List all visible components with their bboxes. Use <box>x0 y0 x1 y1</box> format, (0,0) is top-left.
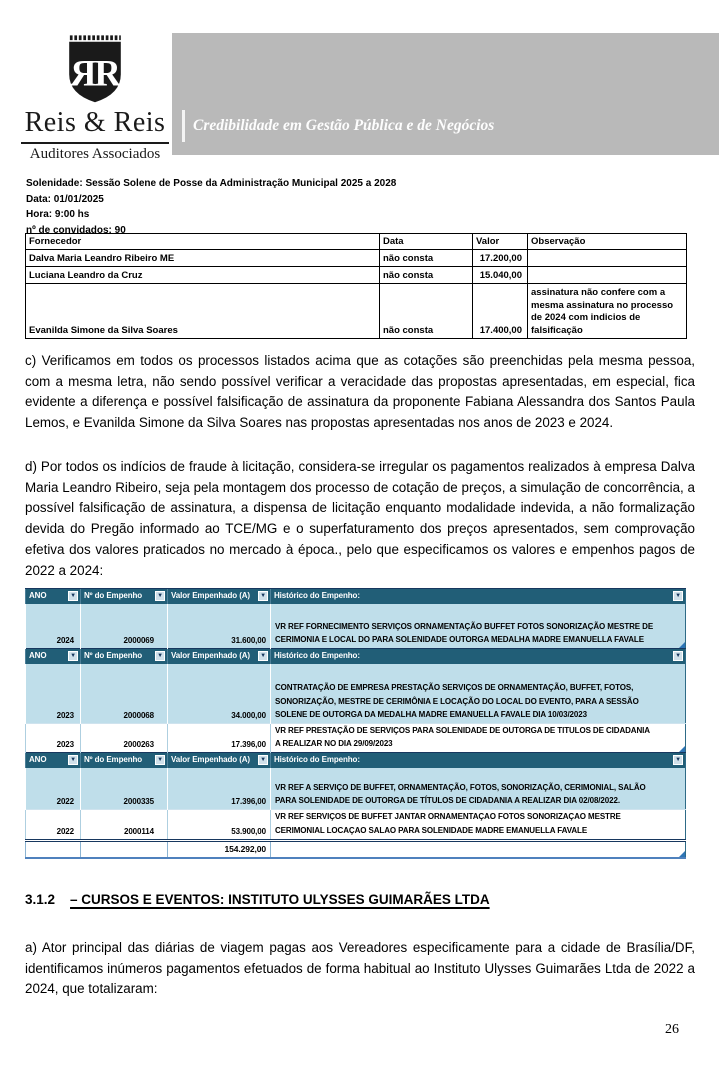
column-header-valor-empenhado: ▼ Valor Empenhado (A) <box>168 589 271 604</box>
cell-ano: 2022 <box>26 810 81 840</box>
suppliers-table <box>25 233 687 339</box>
filter-dropdown-icon[interactable]: ▼ <box>673 591 683 601</box>
section-heading <box>25 892 490 907</box>
cell-observacao: assinatura não confere com a mesma assinatura no processo de 2024 com indicios de falsificação <box>528 284 687 339</box>
cell-data: não consta <box>380 284 473 339</box>
event-data: Data: 01/01/2025 <box>26 193 104 205</box>
filter-dropdown-icon[interactable]: ▼ <box>673 651 683 661</box>
cell-empty <box>26 840 81 858</box>
company-logo <box>21 35 169 163</box>
cell-empty <box>81 840 168 858</box>
column-header-historico: ▼ Histórico do Empenho: <box>271 753 686 768</box>
cell-numero: 2000068 <box>81 664 168 724</box>
column-header-valor: Valor <box>473 234 528 250</box>
page-number: 26 <box>665 1022 679 1037</box>
filter-dropdown-icon[interactable]: ▼ <box>155 755 165 765</box>
company-subtitle: Auditores Associados <box>29 146 161 162</box>
cell-valor: 34.000,00 <box>168 664 271 724</box>
event-solenidade: Solenidade: Sessão Solene de Posse da Administração Municipal 2025 a 2028 <box>26 178 397 189</box>
cell-historico: VR REF A SERVIÇO DE BUFFET, ORNAMENTAÇÃO, FOTOS, SONORIZAÇÃO, CERIMONIAL, SALÃO PARA SOLENIDADE DE OUTORGA DE TÍTULOS DE CIDADANIA A REALIZAR DIA 02/08/2022. <box>271 768 686 810</box>
cell-fornecedor: Dalva Maria Leandro Ribeiro ME <box>26 250 380 267</box>
paragraph-d: d) Por todos os indícios de fraude à licitação, considera-se irregular os pagamentos realizados à empresa Dalva Maria Leandro Ribeiro, seja pela montagem dos processo de cotação de preços, a simulação de concorrência, a possível falsificação de assinatura, a dispensa de licitação enquanto modalidade indevida, a não formalização devida do Pregão informado ao TCE/MG e o superfaturamento dos preços apresentados, sem comprovação efetiva dos valores praticados no mercado à época., pelo que especificamos os valores e empenhos pagos de 2022 a 2024: <box>25 459 695 578</box>
cell-ano: 2023 <box>26 724 81 753</box>
event-info <box>26 176 396 238</box>
range-corner-handle <box>679 642 685 648</box>
cell-valor: 53.900,00 <box>168 810 271 840</box>
logo-monogram-right: R <box>94 52 121 94</box>
table-row <box>26 284 687 339</box>
filter-dropdown-icon[interactable]: ▼ <box>68 755 78 765</box>
cell-valor: 31.600,00 <box>168 604 271 649</box>
paragraph-c: c) Verificamos em todos os processos listados acima que as cotações são preenchidas pela mesma pessoa, com a mesma letra, não sendo possível verificar a veracidade das propostas apresentadas, em especial, fica evidente a diferença e possível falsificação de assinatura da proponente Fabiana Alessandra dos Santos Paula Lemos, e Evanilda Simone da Silva Soares nas propostas apresentadas nos anos de 2023 e 2024. <box>25 353 695 431</box>
empenho-row <box>26 768 686 810</box>
empenho-row <box>26 664 686 724</box>
cell-data: não consta <box>380 250 473 267</box>
cell-empty <box>271 840 686 858</box>
cell-historico: VR REF SERVIÇOS DE BUFFET JANTAR ORNAMENTAÇAO FOTOS SONORIZAÇAO MESTRE CERIMONIAL LOCAÇAO SALAO PARA SOLENIDADE MADRE EMANUELLA FAVALE <box>271 810 686 840</box>
cell-historico: VR REF PRESTAÇÃO DE SERVIÇOS PARA SOLENIDADE DE OUTORGA DE TITULOS DE CIDADANIA A REALIZAR NO DIA 29/09/2023 <box>271 724 686 753</box>
column-header-numero-empenho: ▼ Nº do Empenho <box>81 589 168 604</box>
range-corner-handle <box>679 746 685 752</box>
filter-dropdown-icon[interactable]: ▼ <box>155 591 165 601</box>
cell-valor: 17.200,00 <box>473 250 528 267</box>
cell-observacao <box>528 267 687 284</box>
cell-ano: 2023 <box>26 664 81 724</box>
filter-dropdown-icon[interactable]: ▼ <box>68 651 78 661</box>
cell-ano: 2024 <box>26 604 81 649</box>
total-value: 154.292,00 <box>168 840 271 858</box>
cell-historico: VR REF FORNECIMENTO SERVIÇOS ORNAMENTAÇÃO BUFFET FOTOS SONORIZAÇÃO MESTRE DE CERIMONIA E LOCAL DO PARA SOLENIDADE OUTORGA MEDALHA MADRE EMANUELLA FAVALE <box>271 604 686 649</box>
header-banner <box>172 33 719 155</box>
cell-data: não consta <box>380 267 473 284</box>
column-header-historico: ▼ Histórico do Empenho: <box>271 649 686 664</box>
table-row <box>26 250 687 267</box>
filter-dropdown-icon[interactable]: ▼ <box>258 591 268 601</box>
cell-numero: 2000335 <box>81 768 168 810</box>
cell-ano: 2022 <box>26 768 81 810</box>
column-header-valor-empenhado: ▼ Valor Empenhado (A) <box>168 649 271 664</box>
filter-dropdown-icon[interactable]: ▼ <box>673 755 683 765</box>
cell-numero: 2000263 <box>81 724 168 753</box>
column-header-ano: ▼ ANO <box>26 649 81 664</box>
event-hora: Hora: 9:00 hs <box>26 209 90 220</box>
event-convidados: nº de convidados: 90 <box>26 224 126 236</box>
company-name: Reis & Reis <box>24 107 166 138</box>
filter-dropdown-icon[interactable]: ▼ <box>258 651 268 661</box>
section-number: 3.1.2 <box>25 892 56 907</box>
column-header-ano: ▼ ANO <box>26 753 81 768</box>
company-tagline: Credibilidade em Gestão Pública e de Negócios <box>193 117 495 134</box>
range-corner-handle <box>679 851 685 857</box>
cell-valor: 17.396,00 <box>168 768 271 810</box>
column-header-observacao: Observação <box>528 234 687 250</box>
cell-fornecedor: Luciana Leandro da Cruz <box>26 267 380 284</box>
banner-divider-bar <box>182 110 185 142</box>
empenho-row <box>26 604 686 649</box>
paragraph-a: a) Ator principal das diárias de viagem pagas aos Vereadores especificamente para a cidade de Brasília/DF, identificamos inúmeros pagamentos efetuados de forma habitual ao Instituto Ulysses Guimarães Ltda de 2022 a 2024, que totalizaram: <box>25 940 695 997</box>
column-header-data: Data <box>380 234 473 250</box>
cell-fornecedor: Evanilda Simone da Silva Soares <box>26 284 380 339</box>
logo-monogram-left: R <box>69 52 97 94</box>
empenho-row <box>26 724 686 753</box>
column-header-valor-empenhado: ▼ Valor Empenhado (A) <box>168 753 271 768</box>
filter-dropdown-icon[interactable]: ▼ <box>258 755 268 765</box>
empenho-total-row <box>26 840 686 858</box>
empenho-header-row <box>26 753 686 768</box>
cell-historico: CONTRATAÇÃO DE EMPRESA PRESTAÇÃO SERVIÇOS DE ORNAMENTAÇÃO, BUFFET, FOTOS, SONORIZAÇÃO, MESTRE DE CERIMÔNIA E LOCAÇÃO DO LOCAL DO EVENTO, PARA A SESSÃO SOLENE DE OUTORGA DA MEDALHA MADRE EMANUELLA FAVALE DIA 10/03/2023 <box>271 664 686 724</box>
empenho-table <box>25 588 686 859</box>
shield-logo-icon <box>61 35 129 107</box>
cell-valor: 15.040,00 <box>473 267 528 284</box>
column-header-numero-empenho: ▼ Nº do Empenho <box>81 753 168 768</box>
empenho-header-row <box>26 589 686 604</box>
column-header-historico: ▼ Histórico do Empenho: <box>271 589 686 604</box>
cell-numero: 2000069 <box>81 604 168 649</box>
table-row <box>26 267 687 284</box>
filter-dropdown-icon[interactable]: ▼ <box>68 591 78 601</box>
empenho-row <box>26 810 686 840</box>
cell-numero: 2000114 <box>81 810 168 840</box>
filter-dropdown-icon[interactable]: ▼ <box>155 651 165 661</box>
column-header-fornecedor: Fornecedor <box>26 234 380 250</box>
logo-divider <box>21 142 169 144</box>
section-title: – CURSOS E EVENTOS: INSTITUTO ULYSSES GUIMARÃES LTDA <box>70 892 490 907</box>
cell-valor: 17.400,00 <box>473 284 528 339</box>
cell-valor: 17.396,00 <box>168 724 271 753</box>
column-header-ano: ▼ ANO <box>26 589 81 604</box>
empenho-header-row <box>26 649 686 664</box>
column-header-numero-empenho: ▼ Nº do Empenho <box>81 649 168 664</box>
cell-observacao <box>528 250 687 267</box>
